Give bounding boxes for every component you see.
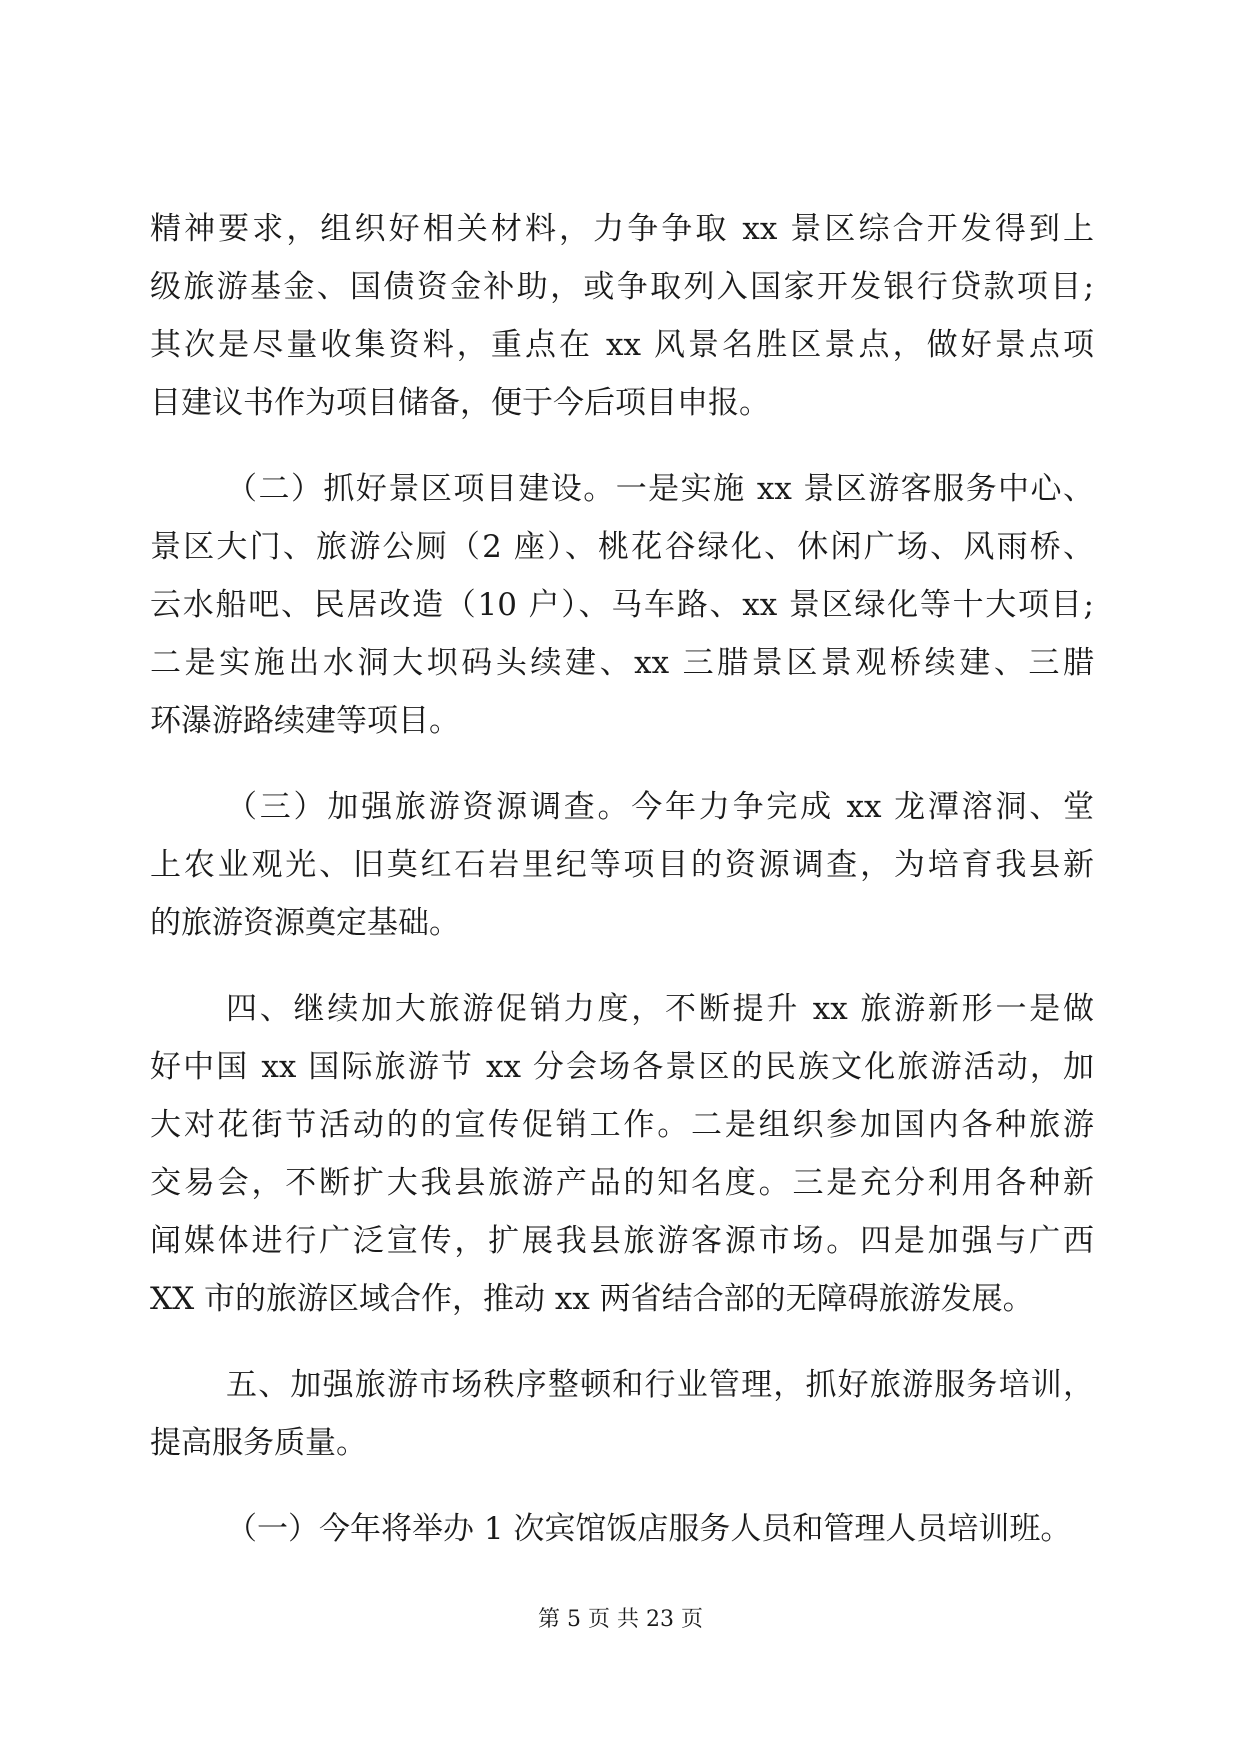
page-footer: 第 5 页 共 23 页	[538, 1607, 703, 1632]
document-body	[150, 200, 1094, 1558]
paragraph	[150, 200, 1094, 432]
paragraph-gap	[150, 952, 1094, 980]
paragraph	[150, 778, 1094, 952]
text-line: 五、加强旅游市场秩序整顿和行业管理，抓好旅游服务培训，	[226, 1367, 1094, 1403]
paragraph-gap	[150, 432, 1094, 460]
text-line: 目建议书作为项目储备，便于今后项目申报。	[150, 385, 770, 421]
text-line: 级旅游基金、国债资金补助，或争取列入国家开发银行贷款项目;	[150, 269, 1094, 305]
paragraph	[150, 1500, 1094, 1558]
text-line: （一）今年将举办 1 次宾馆饭店服务人员和管理人员培训班。	[226, 1511, 1072, 1547]
text-line: （二）抓好景区项目建设。一是实施 xx 景区游客服务中心、	[226, 471, 1094, 507]
text-line: 上农业观光、旧莫红石岩里纪等项目的资源调查，为培育我县新	[150, 847, 1094, 883]
text-line: XX 市的旅游区域合作，推动 xx 两省结合部的无障碍旅游发展。	[150, 1281, 1034, 1317]
paragraph-gap	[150, 1472, 1094, 1500]
paragraph	[150, 980, 1094, 1328]
paragraph	[150, 1356, 1094, 1472]
text-line: 二是实施出水洞大坝码头续建、xx 三腊景区景观桥续建、三腊	[150, 645, 1094, 681]
text-line: 云水船吧、民居改造（10 户）、马车路、xx 景区绿化等十大项目;	[150, 587, 1094, 623]
text-line: 精神要求，组织好相关材料，力争争取 xx 景区综合开发得到上	[150, 211, 1094, 247]
text-line: 景区大门、旅游公厕（2 座）、桃花谷绿化、休闲广场、风雨桥、	[150, 529, 1094, 565]
text-line: 交易会，不断扩大我县旅游产品的知名度。三是充分利用各种新	[150, 1165, 1094, 1201]
paragraph-gap	[150, 1328, 1094, 1356]
text-line: 其次是尽量收集资料，重点在 xx 风景名胜区景点，做好景点项	[150, 327, 1094, 363]
text-line: 闻媒体进行广泛宣传，扩展我县旅游客源市场。四是加强与广西	[150, 1223, 1094, 1259]
text-line: 提高服务质量。	[150, 1425, 367, 1461]
text-line: 环瀑游路续建等项目。	[150, 703, 460, 739]
text-line: （三）加强旅游资源调查。今年力争完成 xx 龙潭溶洞、堂	[226, 789, 1094, 825]
paragraph-gap	[150, 750, 1094, 778]
text-line: 的旅游资源奠定基础。	[150, 905, 460, 941]
text-line: 大对花街节活动的的宣传促销工作。二是组织参加国内各种旅游	[150, 1107, 1094, 1143]
text-line: 好中国 xx 国际旅游节 xx 分会场各景区的民族文化旅游活动，加	[150, 1049, 1094, 1085]
text-line: 四、继续加大旅游促销力度，不断提升 xx 旅游新形一是做	[226, 991, 1094, 1027]
paragraph	[150, 460, 1094, 750]
